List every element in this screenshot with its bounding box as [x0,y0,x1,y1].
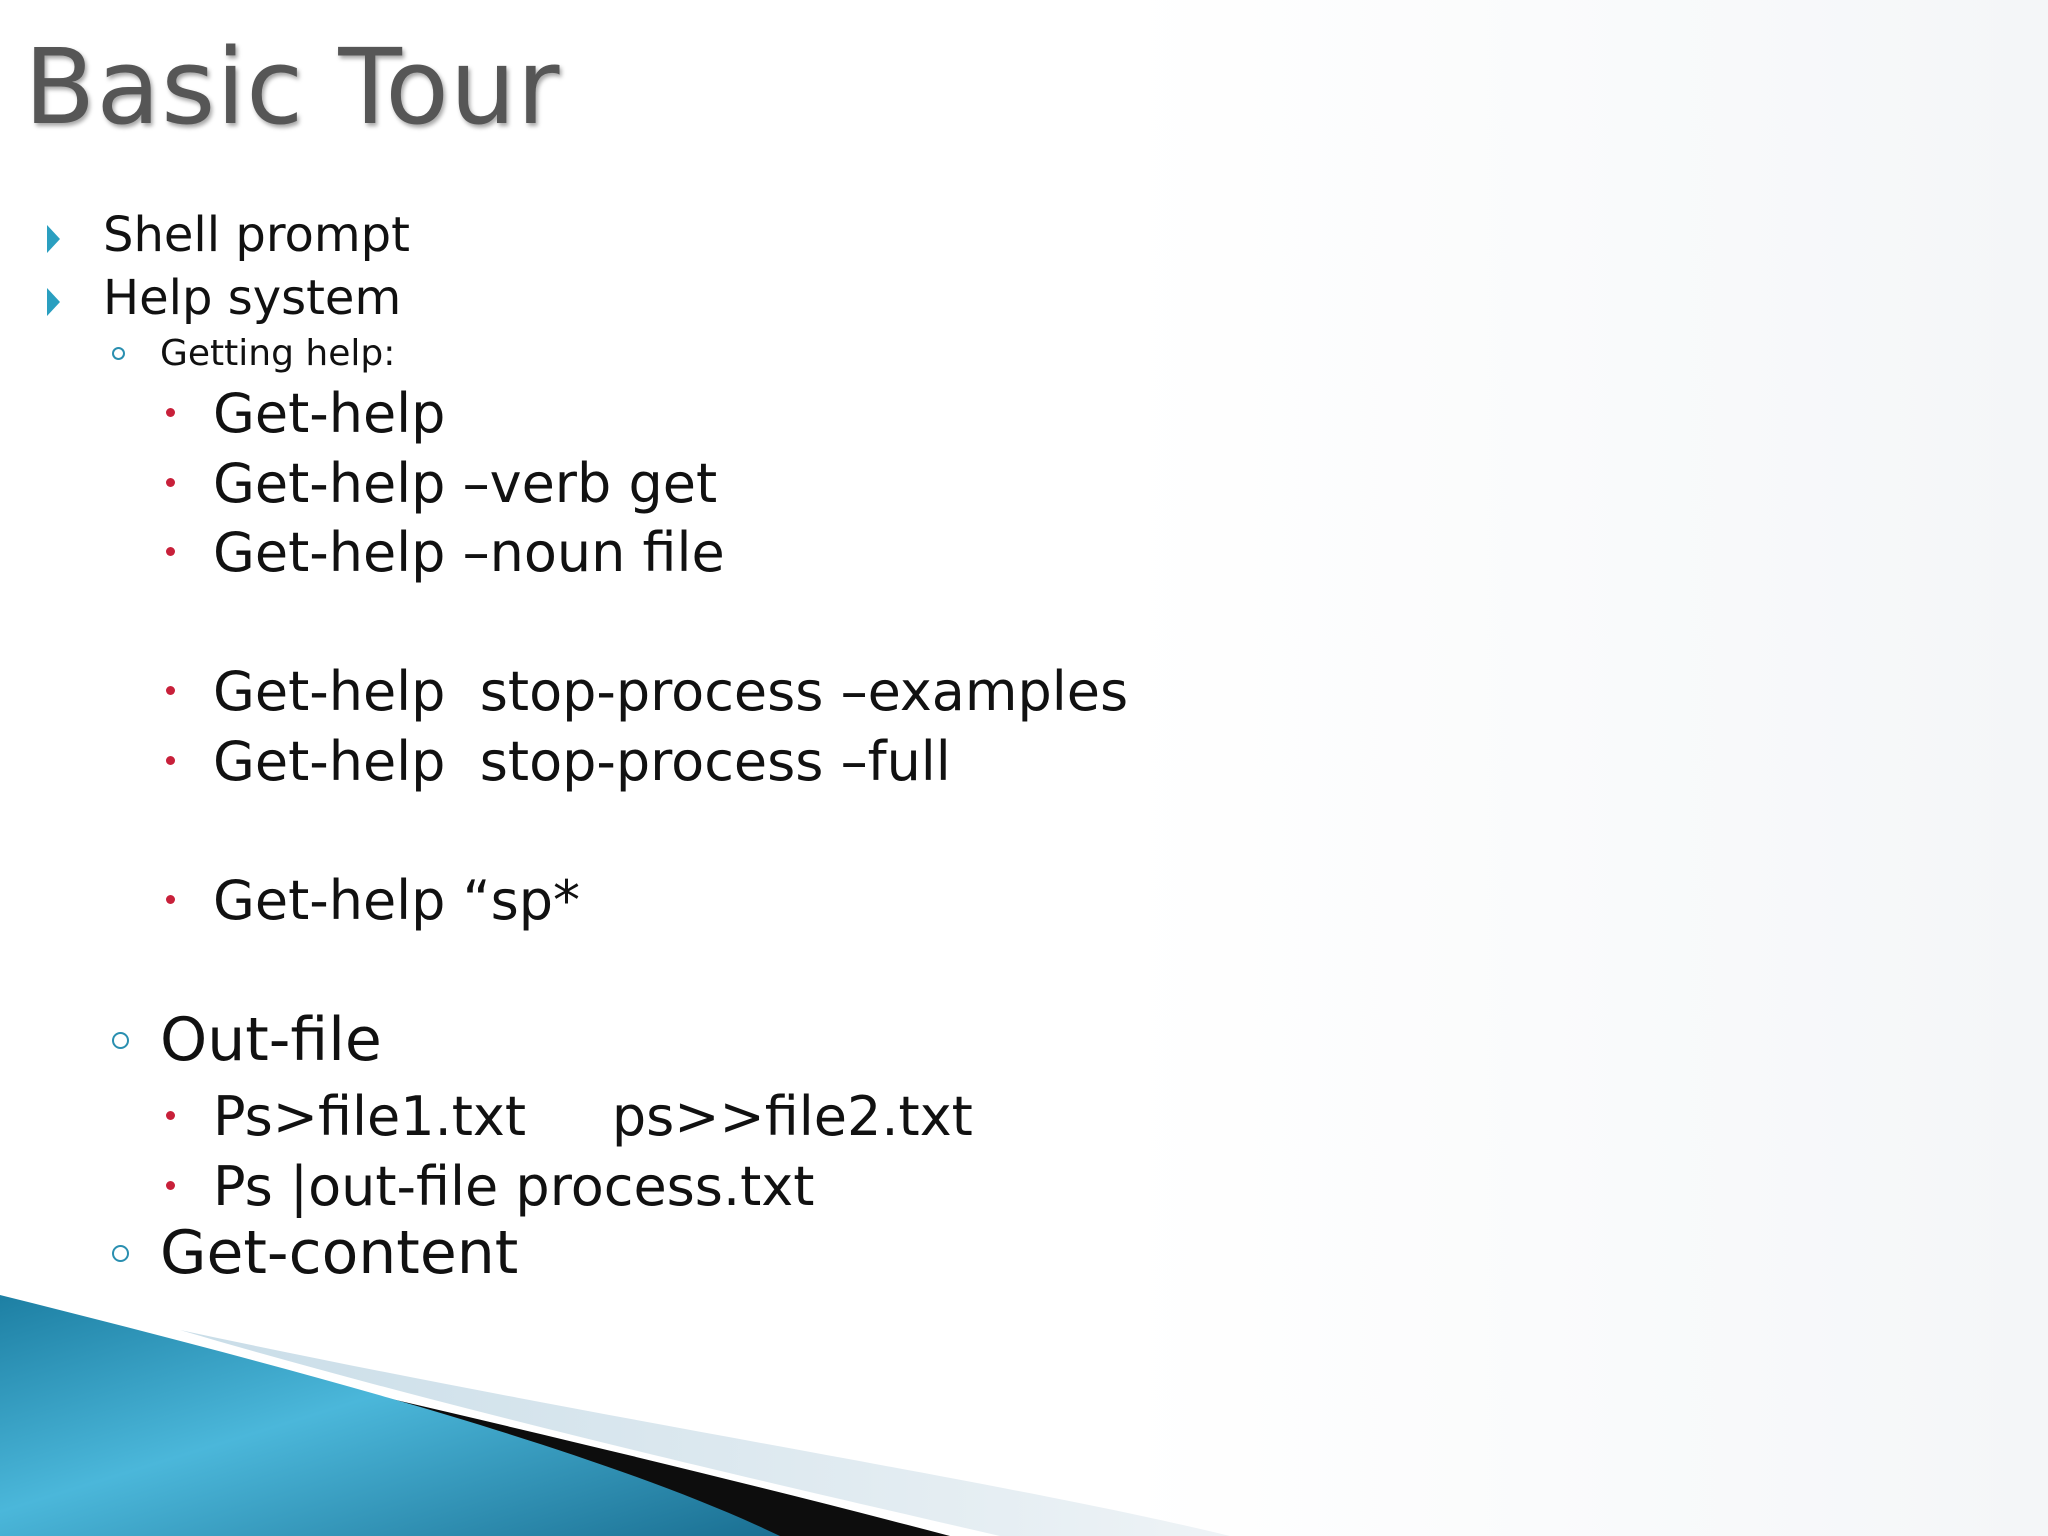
bullet-redirect: Ps>file1.txt ps>>file2.txt [213,1085,973,1148]
slide-title: Basic Tour [24,26,561,148]
bullet-get-help-examples: Get-help stop-process –examples [213,660,1129,723]
bullet-get-help-wildcard: Get-help “sp* [213,869,581,932]
bullet-get-help-noun: Get-help –noun file [213,521,725,584]
bullet-get-help-full: Get-help stop-process –full [213,730,951,793]
swoosh-blue-band [0,1295,780,1536]
bullet-out-file: Out-file [160,1005,382,1075]
bullet-getting-help: Getting help: [160,333,396,374]
bullet-get-help-verb: Get-help –verb get [213,452,718,515]
bullet-pipe-out-file: Ps |out-file process.txt [213,1155,815,1218]
bullet-help-system: Help system [103,270,402,326]
bullet-shell-prompt: Shell prompt [103,207,410,263]
bullet-get-help: Get-help [213,382,446,445]
bullet-get-content: Get-content [160,1218,519,1288]
